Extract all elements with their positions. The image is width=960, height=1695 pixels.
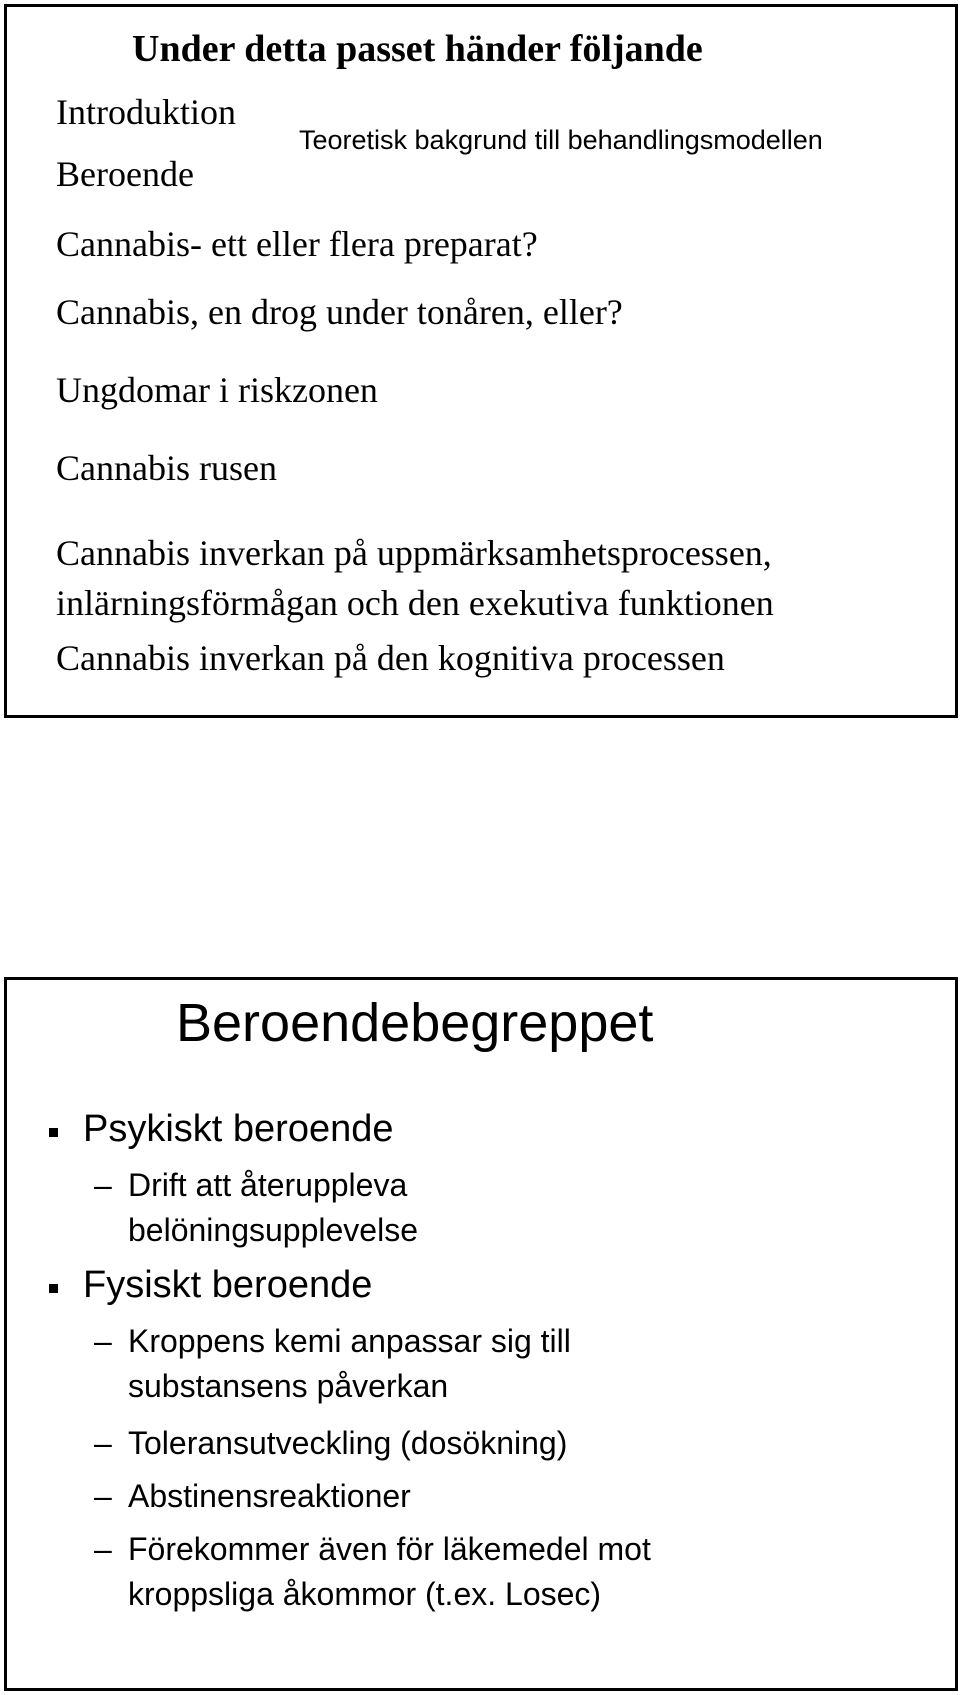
- sub-belonings: belöningsupplevelse: [128, 1212, 418, 1248]
- bullet-fysiskt: Fysiskt beroende: [83, 1264, 373, 1306]
- item-cannabis-preparat: Cannabis- ett eller flera preparat?: [56, 224, 538, 264]
- item-uppmarksamhet: Cannabis inverkan på uppmärksamhetsprocessen,: [56, 533, 772, 573]
- sub-kroppens: Kroppens kemi anpassar sig till: [128, 1323, 571, 1359]
- bullet-psykiskt: Psykiskt beroende: [83, 1108, 394, 1150]
- slide-2-title: Beroendebegreppet: [176, 993, 654, 1053]
- item-ungdomar: Ungdomar i riskzonen: [56, 370, 378, 410]
- item-cannabis-tonaren: Cannabis, en drog under tonåren, eller?: [56, 292, 623, 332]
- slide-1: [4, 4, 958, 718]
- sidenote-theory: Teoretisk bakgrund till behandlingsmodellen: [299, 125, 823, 155]
- dash-icon: –: [94, 1531, 112, 1567]
- item-cannabis-rusen: Cannabis rusen: [56, 448, 277, 488]
- item-introduktion: Introduktion: [56, 92, 236, 132]
- slide-1-title: Under detta passet händer följande: [132, 28, 703, 70]
- dash-icon: –: [94, 1478, 112, 1514]
- sub-kroppsliga: kroppsliga åkommor (t.ex. Losec): [128, 1576, 602, 1612]
- dash-icon: –: [94, 1167, 112, 1203]
- bullet-square-icon: [49, 1284, 58, 1293]
- bullet-square-icon: [49, 1128, 58, 1137]
- dash-icon: –: [94, 1323, 112, 1359]
- sub-tolerans: Toleransutveckling (dosökning): [128, 1425, 568, 1461]
- item-kognitiva: Cannabis inverkan på den kognitiva processen: [56, 638, 725, 678]
- sub-forekommer: Förekommer även för läkemedel mot: [128, 1531, 651, 1567]
- item-inlarning: inlärningsförmågan och den exekutiva funktionen: [56, 583, 774, 623]
- item-beroende: Beroende: [56, 154, 194, 194]
- dash-icon: –: [94, 1425, 112, 1461]
- sub-drift: Drift att återuppleva: [128, 1167, 408, 1203]
- sub-substansens: substansens påverkan: [128, 1368, 449, 1404]
- slide-2: [4, 977, 958, 1691]
- sub-abstinens: Abstinensreaktioner: [128, 1478, 411, 1514]
